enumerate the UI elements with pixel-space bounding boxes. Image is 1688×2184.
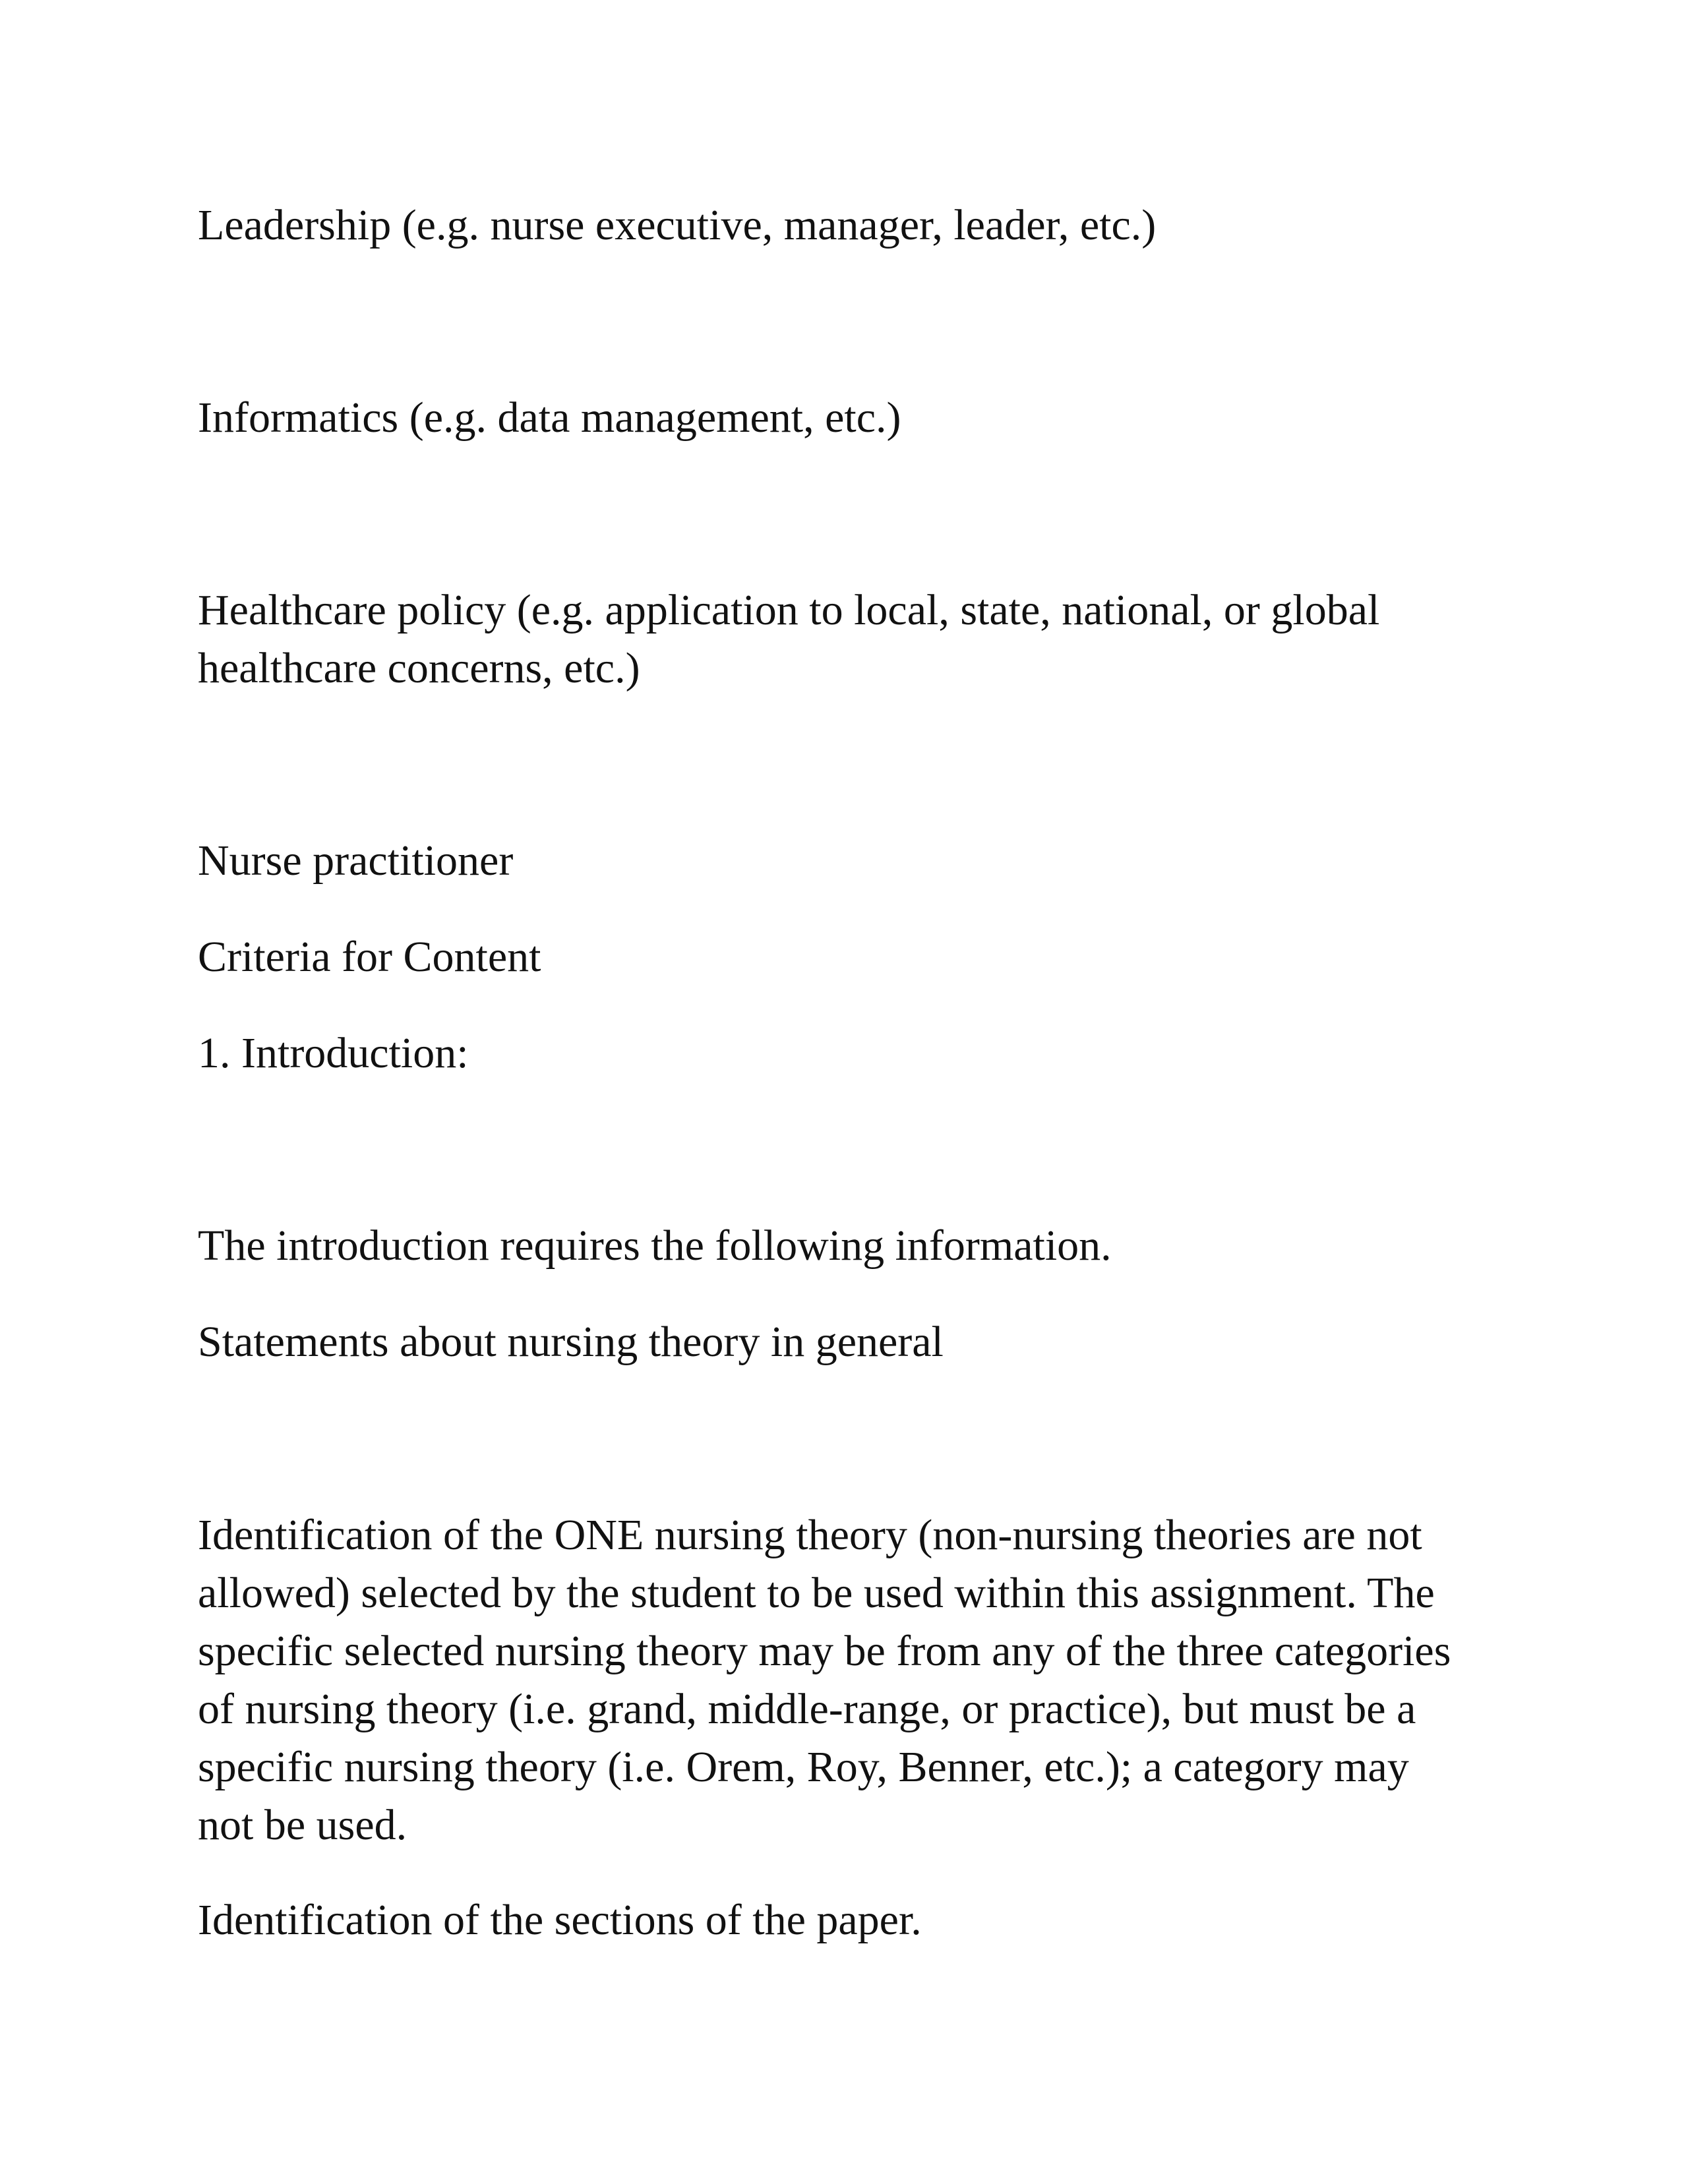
- paragraph-line: healthcare concerns, etc.): [198, 644, 640, 692]
- paragraph-line: not be used.: [198, 1801, 407, 1849]
- paragraph-leadership: Leadership (e.g. nurse executive, manager, leader, etc.): [198, 201, 1157, 249]
- paragraph-identification-nursing-theory: [198, 1506, 1490, 1854]
- paragraph-introduction-heading: 1. Introduction:: [198, 1029, 469, 1077]
- paragraph-line: allowed) selected by the student to be used within this assignment. The: [198, 1569, 1435, 1617]
- paragraph-criteria-for-content: Criteria for Content: [198, 933, 541, 981]
- paragraph-identification-sections: Identification of the sections of the paper.: [198, 1896, 922, 1944]
- paragraph-line: specific nursing theory (i.e. Orem, Roy, Benner, etc.); a category may: [198, 1743, 1409, 1791]
- paragraph-nurse-practitioner: Nurse practitioner: [198, 837, 514, 885]
- paragraph-statements-nursing-theory: Statements about nursing theory in general: [198, 1318, 944, 1366]
- paragraph-line: of nursing theory (i.e. grand, middle-range, or practice), but must be a: [198, 1685, 1416, 1733]
- paragraph-line: Healthcare policy (e.g. application to local, state, national, or global: [198, 586, 1380, 634]
- paragraph-line: specific selected nursing theory may be from any of the three categories: [198, 1627, 1451, 1675]
- paragraph-informatics: Informatics (e.g. data management, etc.): [198, 394, 901, 442]
- paragraph-introduction-requires: The introduction requires the following information.: [198, 1222, 1112, 1270]
- paragraph-healthcare-policy: [198, 581, 1490, 697]
- paragraph-line: Identification of the ONE nursing theory (non-nursing theories are not: [198, 1511, 1422, 1559]
